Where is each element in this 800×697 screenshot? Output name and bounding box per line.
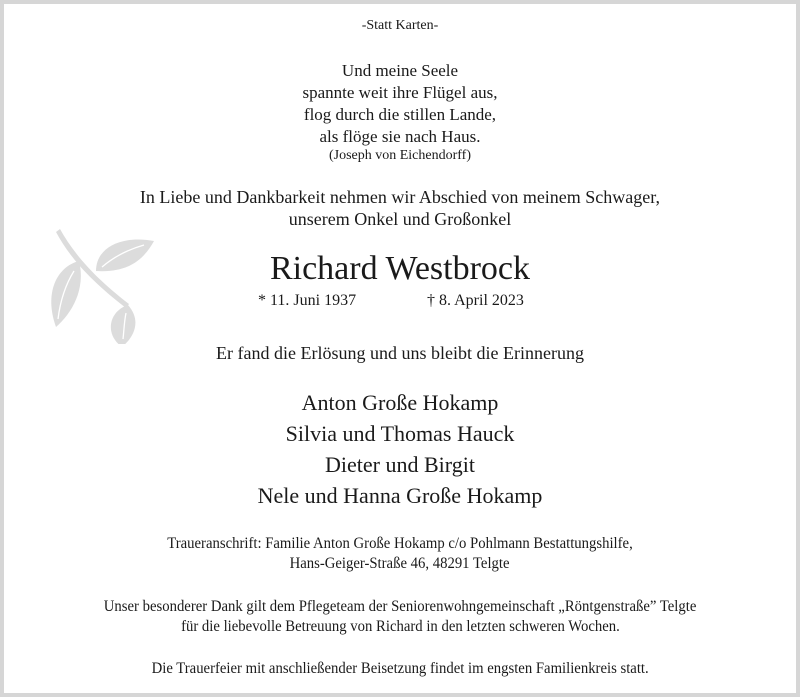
address-line	[4, 555, 796, 573]
death-date: † 8. April 2023	[427, 292, 524, 309]
poem-line: Und meine Seele	[341, 61, 459, 80]
thanks-text: Unser besonderer Dank gilt dem Pflegeteam der Seniorenwohngemeinschaft „Röntgenstraße” Telgte	[103, 598, 697, 615]
thanks-line	[4, 618, 796, 636]
mourner-name: Nele und Hanna Große Hokamp	[257, 483, 543, 508]
address-text: Hans-Geiger-Straße 46, 48291 Telgte	[290, 555, 510, 572]
header-statt-karten: -Statt Karten-	[361, 18, 439, 33]
mourner-name: Anton Große Hokamp	[301, 390, 499, 415]
mourner-name: Dieter und Birgit	[325, 452, 475, 477]
address-line	[4, 535, 796, 553]
thanks-text: für die liebevolle Betreuung von Richard in den letzten schweren Wochen.	[180, 618, 620, 635]
poem-author: (Joseph von Eichendorff)	[328, 148, 472, 163]
mourner-name: Silvia und Thomas Hauck	[285, 421, 515, 446]
poem-line: als flöge sie nach Haus.	[319, 127, 481, 146]
poem-line: spannte weit ihre Flügel aus,	[302, 83, 498, 102]
funeral-text: Die Trauerfeier mit anschließender Beisetzung findet im engsten Familienkreis statt.	[151, 660, 649, 677]
thanks-line	[4, 598, 796, 616]
address-text: Traueranschrift: Familie Anton Große Hokamp c/o Pohlmann Bestattungshilfe,	[167, 535, 633, 552]
funeral-line	[4, 660, 796, 678]
remembrance-text: Er fand die Erlösung und uns bleibt die Erinnerung	[216, 343, 584, 363]
obituary-notice	[4, 4, 796, 693]
poem-line: flog durch die stillen Lande,	[303, 105, 497, 124]
birth-date: * 11. Juni 1937	[258, 292, 357, 309]
deceased-name: Richard Westbrock	[269, 250, 531, 287]
intro-line: unserem Onkel und Großonkel	[288, 209, 512, 229]
intro-line: In Liebe und Dankbarkeit nehmen wir Abschied von meinem Schwager,	[139, 187, 661, 207]
